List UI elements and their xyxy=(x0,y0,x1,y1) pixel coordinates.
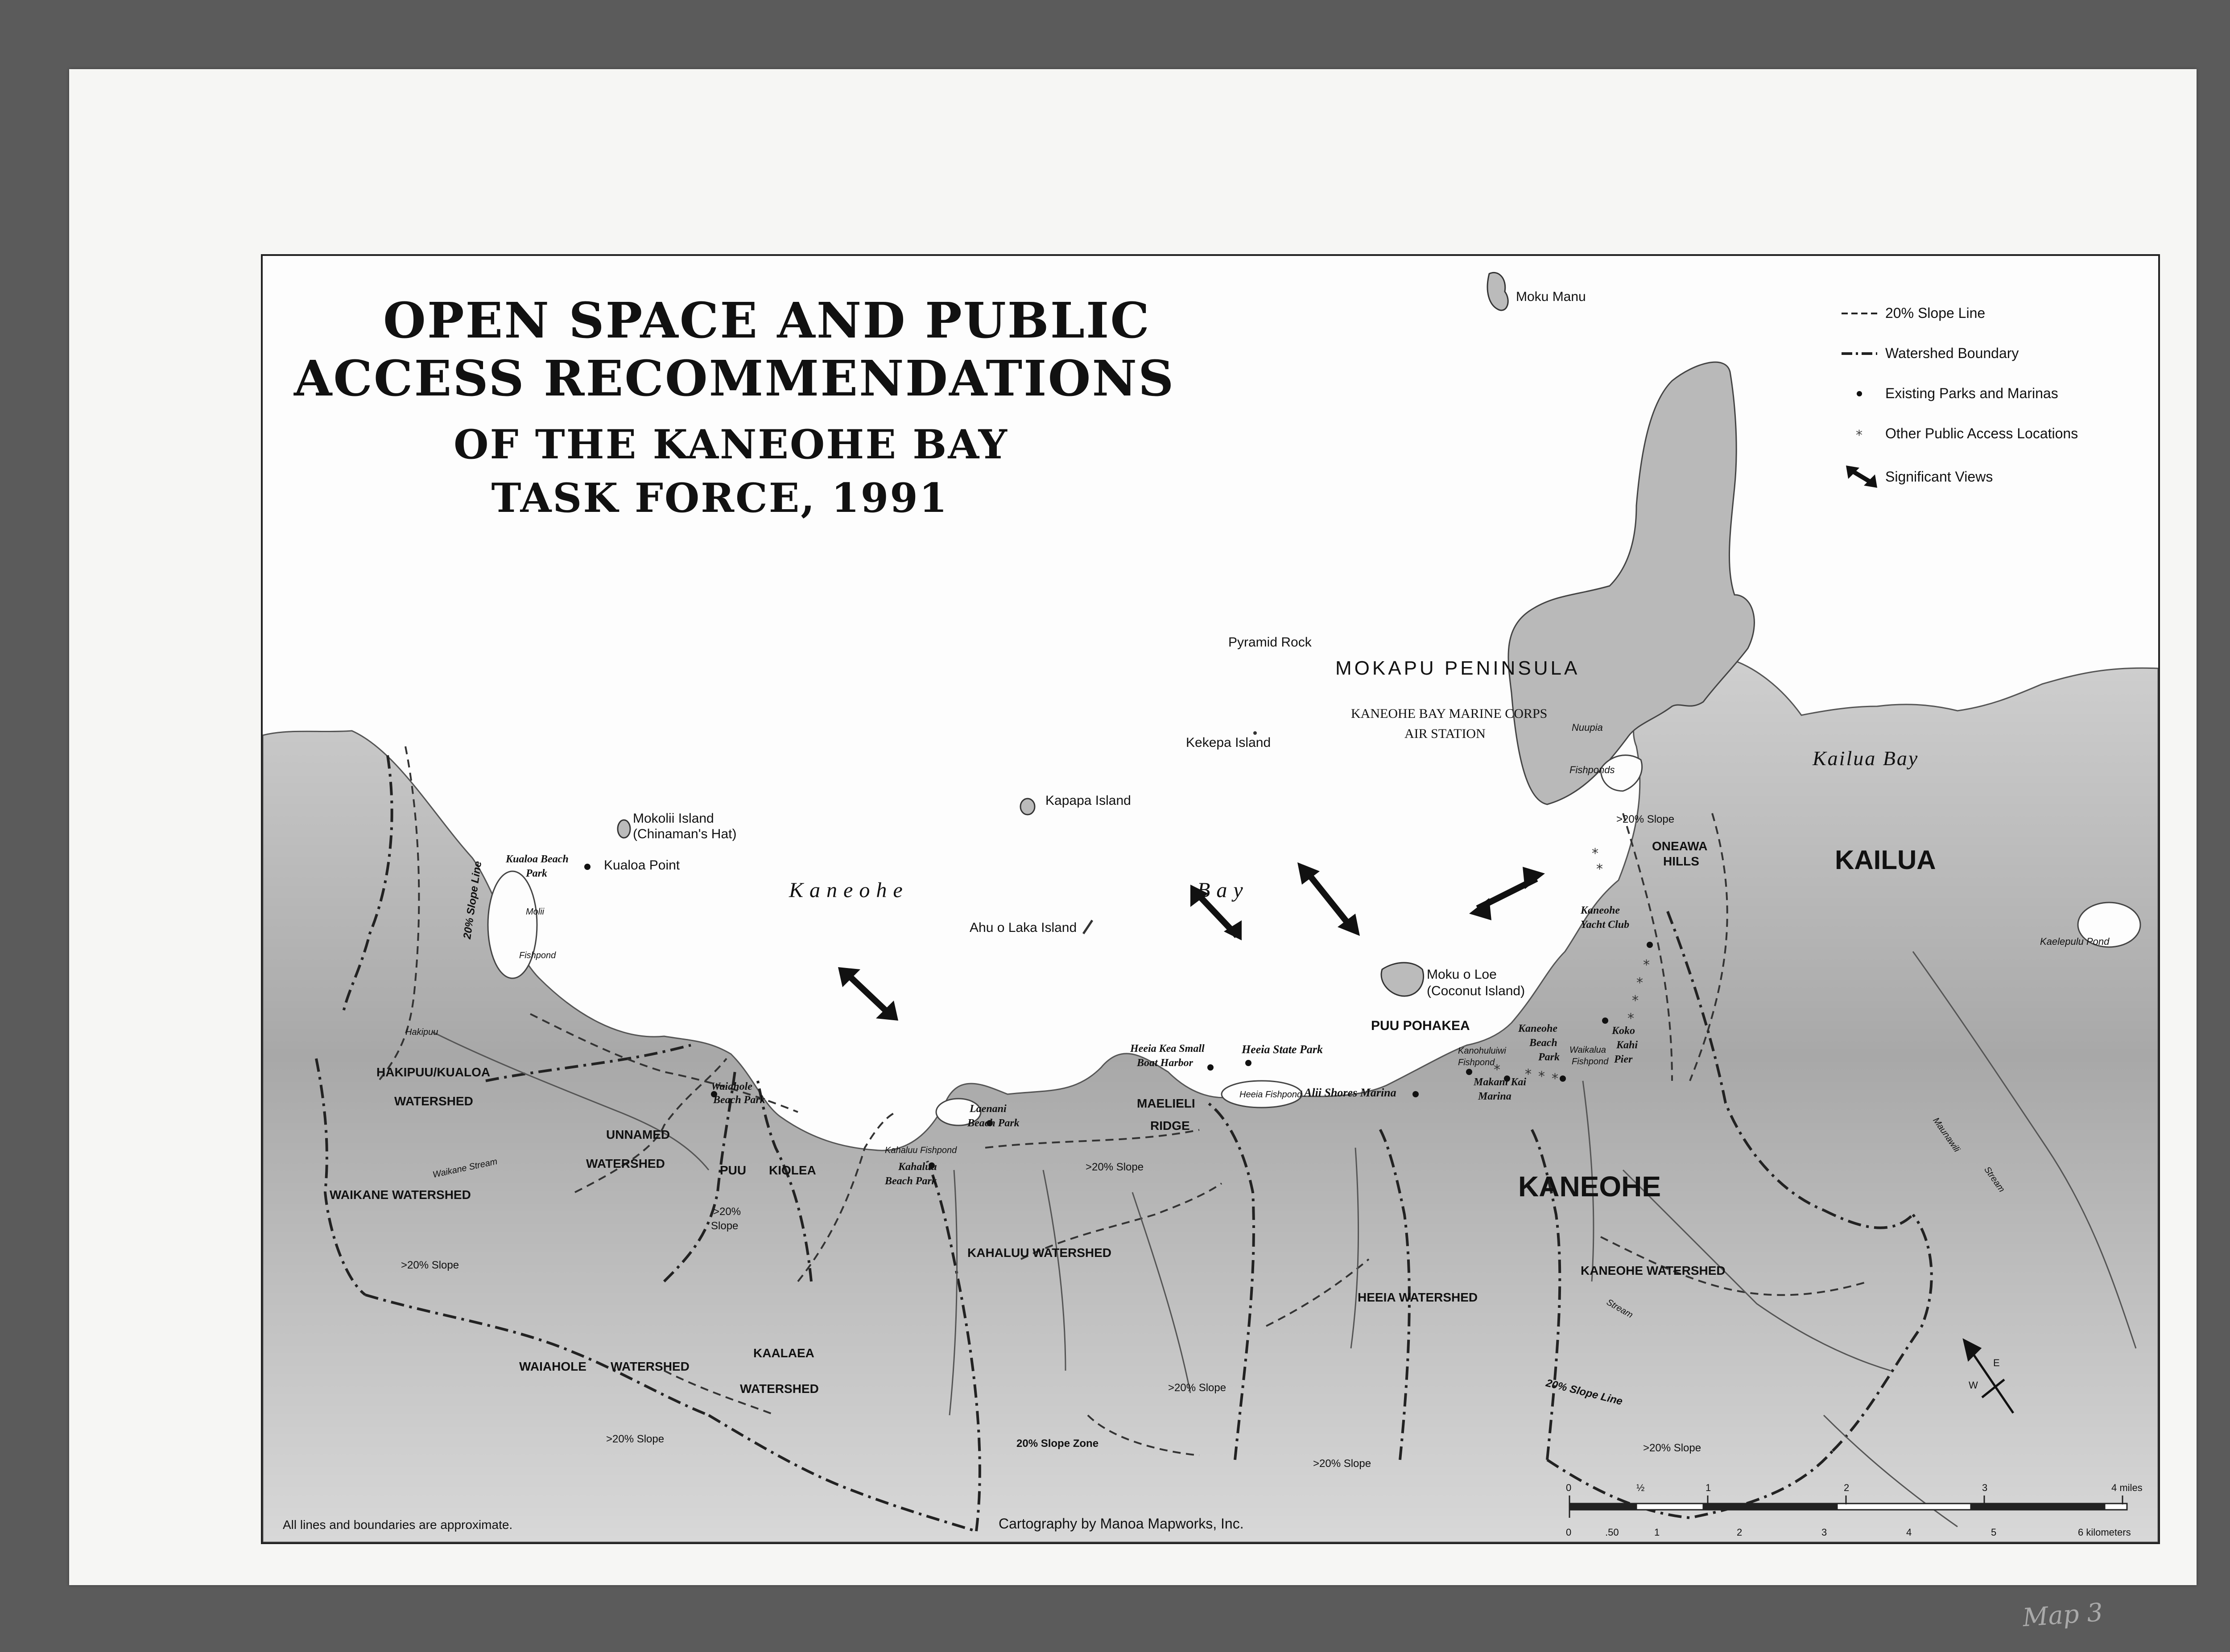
label-waikane: WAIKANE WATERSHED xyxy=(330,1188,471,1202)
scale-km-tick-5: 5 xyxy=(1991,1527,1997,1538)
label-slope-kahaluu-2: >20% Slope xyxy=(1168,1382,1226,1394)
legend-views xyxy=(1842,466,1993,488)
svg-text:*: * xyxy=(1596,861,1603,877)
scale-km-tick-3: 3 xyxy=(1821,1527,1827,1538)
legend-watershed-label: Watershed Boundary xyxy=(1885,345,2019,361)
label-waiahole-park-2: Beach Park xyxy=(713,1094,765,1106)
label-stream-kaneohe: Stream xyxy=(1605,1297,1635,1320)
label-molii: Molii xyxy=(526,907,545,917)
moli-fishpond xyxy=(488,871,537,978)
legend-watershed xyxy=(1842,345,2019,362)
svg-text:*: * xyxy=(1552,1071,1558,1087)
label-stream-maunawili: Maunawili xyxy=(1931,1116,1962,1154)
legend-views-label: Significant Views xyxy=(1885,468,1993,485)
legend-parks xyxy=(1842,385,2058,402)
label-unnamed-2: WATERSHED xyxy=(586,1157,665,1170)
legend-slope-line-label: 20% Slope Line xyxy=(1885,305,1986,321)
label-heeia-ws: HEEIA WATERSHED xyxy=(1358,1290,1478,1304)
label-north-w: W xyxy=(1969,1380,1978,1391)
label-puu-pohakea: PUU POHAKEA xyxy=(1371,1018,1470,1033)
svg-text:*: * xyxy=(1627,1011,1634,1026)
moku-manu-island xyxy=(1487,272,1508,310)
label-slope-heeia: >20% Slope xyxy=(1313,1458,1371,1470)
scale-mi-tick-2: 2 xyxy=(1844,1482,1850,1493)
label-hakipuu-1: HAKIPUU/KUALOA xyxy=(376,1065,491,1079)
label-waikalua-1: Waikalua xyxy=(1569,1045,1606,1055)
label-heeia-kea-2: Boat Harbor xyxy=(1137,1057,1193,1069)
label-slope-waikane: >20% Slope xyxy=(401,1259,459,1271)
park-dot-icon xyxy=(1842,387,1877,400)
label-kahaluu-park-1: Kahaluu xyxy=(898,1161,937,1173)
watershed-boundary-icon xyxy=(1842,347,1877,360)
label-heeia-state-park: Heeia State Park xyxy=(1242,1043,1323,1056)
label-kapapa: Kapapa Island xyxy=(1045,793,1131,808)
label-fishponds: Fishponds xyxy=(1569,764,1615,775)
label-kaneohe-ws: KANEOHE WATERSHED xyxy=(1581,1264,1726,1277)
map-title-line-1: OPEN SPACE AND PUBLIC xyxy=(383,292,1151,349)
legend-slope-line xyxy=(1842,305,1985,321)
label-north-e: E xyxy=(1993,1357,2000,1368)
label-slope-puu-1: >20% xyxy=(713,1206,741,1218)
label-moku-o-loe-1: Moku o Loe xyxy=(1427,967,1497,982)
label-moku-o-loe-2: (Coconut Island) xyxy=(1427,984,1525,998)
label-kualoa-park-1: Kualoa Beach xyxy=(506,853,569,865)
land-mass xyxy=(263,657,2158,1542)
label-waiahole-park-1: Waiahole xyxy=(711,1081,752,1092)
label-kaneohe-beach-3: Park xyxy=(1538,1051,1560,1063)
label-puu-kiolea-2: KIOLEA xyxy=(769,1163,816,1177)
label-slope-kahaluu: >20% Slope xyxy=(1086,1161,1144,1173)
label-kualoa-park-2: Park xyxy=(526,868,547,879)
svg-text:*: * xyxy=(1643,957,1650,973)
label-yacht-2: Yacht Club xyxy=(1581,919,1630,931)
label-waikane-stream: Waikane Stream xyxy=(432,1156,499,1180)
scale-km-tick-0: 0 xyxy=(1566,1527,1572,1538)
label-koko-3: Pier xyxy=(1614,1054,1633,1065)
scale-km-tick-2: 2 xyxy=(1737,1527,1743,1538)
slope-line-icon xyxy=(1842,307,1877,320)
label-slope-zone: 20% Slope Zone xyxy=(1016,1438,1099,1450)
label-hakipuu-2: WATERSHED xyxy=(394,1094,473,1108)
view-arrow-icon xyxy=(1842,466,1877,488)
label-kaalaea-1: KAALAEA xyxy=(753,1346,814,1360)
legend-public-access-label: Other Public Access Locations xyxy=(1885,425,2078,441)
label-heeia-kea-1: Heeia Kea Small xyxy=(1130,1043,1205,1055)
label-hakipuu-stream: Hakipuu xyxy=(405,1027,438,1037)
label-maelieli-1: MAELIELI xyxy=(1137,1096,1195,1110)
label-kahaluu-park-2: Beach Park xyxy=(885,1175,937,1187)
label-ahu-o-laka: Ahu o Laka Island xyxy=(970,920,1077,935)
label-pyramid-rock: Pyramid Rock xyxy=(1228,635,1312,650)
label-kekepa: Kekepa Island xyxy=(1186,735,1271,750)
scale-km-tick-1: 1 xyxy=(1654,1527,1660,1538)
label-kailua: KAILUA xyxy=(1835,845,1936,875)
scale-miles-label: 4 miles xyxy=(2111,1482,2143,1493)
map-title-line-2: ACCESS RECOMMENDATIONS xyxy=(294,350,1175,407)
footnote-cartography: Cartography by Manoa Mapworks, Inc. xyxy=(999,1516,1244,1532)
label-marine-corps-1: KANEOHE BAY MARINE CORPS xyxy=(1351,706,1548,721)
label-kahaluu-ws: KAHALUU WATERSHED xyxy=(967,1246,1112,1260)
label-oneawa-2: HILLS xyxy=(1663,854,1699,868)
svg-text:*: * xyxy=(1636,975,1643,991)
map-title-line-3: OF THE KANEOHE BAY xyxy=(454,421,1008,468)
label-mokapu-peninsula: MOKAPU PENINSULA xyxy=(1335,657,1580,679)
label-laenani-1: Laenani xyxy=(970,1103,1007,1115)
label-slope-oneawa: >20% Slope xyxy=(1616,813,1675,825)
label-laenani-2: Beach Park xyxy=(967,1117,1020,1129)
label-kahaluu-fishpond: Kahaluu Fishpond xyxy=(885,1145,957,1155)
label-unnamed-1: UNNAMED xyxy=(606,1128,670,1141)
label-waikalua-2: Fishpond xyxy=(1572,1057,1609,1067)
map-frame xyxy=(261,254,2160,1544)
label-stream-maunawili-2: Stream xyxy=(1982,1165,2007,1194)
label-heeia-fishpond: Heeia Fishpond xyxy=(1239,1090,1302,1100)
label-alii-shores: Alii Shores Marina xyxy=(1304,1086,1396,1099)
label-makani-2: Marina xyxy=(1478,1091,1511,1102)
scale-mi-tick-3: 3 xyxy=(1982,1482,1988,1493)
svg-text:*: * xyxy=(1592,846,1598,861)
scale-km-label: 6 kilometers xyxy=(2078,1527,2131,1538)
svg-text:*: * xyxy=(1538,1069,1545,1084)
label-slope-waiahole: >20% Slope xyxy=(606,1433,665,1445)
label-kaneohe-bay-1: Kaneohe xyxy=(789,878,909,902)
label-waiahole-ws-2: WATERSHED xyxy=(611,1360,690,1373)
label-nuupia: Nuupia xyxy=(1572,722,1603,733)
svg-text:*: * xyxy=(1856,427,1862,441)
moku-o-loe-island xyxy=(1381,963,1424,996)
label-slope-puu-2: Slope xyxy=(711,1220,739,1232)
label-kaalaea-2: WATERSHED xyxy=(740,1382,819,1396)
label-kualoa-point: Kualoa Point xyxy=(604,858,680,873)
label-mokolii-2: (Chinaman's Hat) xyxy=(633,827,737,841)
legend-parks-label: Existing Parks and Marinas xyxy=(1885,385,2058,401)
svg-text:*: * xyxy=(1632,993,1639,1009)
label-kanohuluiwi-1: Kanohuluiwi xyxy=(1458,1046,1506,1056)
svg-text:*: * xyxy=(1494,1062,1500,1078)
scale-mi-tick-half: ½ xyxy=(1636,1482,1645,1493)
kapapa-island xyxy=(1020,799,1035,815)
svg-text:*: * xyxy=(1525,1067,1532,1082)
ahu-o-laka-island xyxy=(1083,920,1092,934)
label-koko-2: Kahi xyxy=(1616,1039,1638,1051)
label-koko-1: Koko xyxy=(1612,1025,1635,1037)
label-marine-corps-2: AIR STATION xyxy=(1404,726,1486,741)
handwritten-annotation: Map 3 xyxy=(2021,1598,2104,1633)
scale-mi-tick-0: 0 xyxy=(1566,1482,1572,1493)
map-sheet xyxy=(69,69,2197,1633)
label-oneawa-1: ONEAWA xyxy=(1652,839,1708,853)
label-mokolii-1: Mokolii Island xyxy=(633,811,714,826)
kekepa-island xyxy=(1253,731,1257,735)
label-slope-line-vertical: 20% Slope Line xyxy=(461,860,484,940)
scale-km-tick-4: 4 xyxy=(1906,1527,1912,1538)
label-kaneohe-beach-2: Beach xyxy=(1529,1037,1557,1049)
label-puu-kiolea-1: PUU xyxy=(720,1163,747,1177)
label-kaneohe-beach-1: Kaneohe xyxy=(1518,1023,1558,1034)
label-slope-kaneohe: >20% Slope xyxy=(1643,1442,1701,1454)
label-maelieli-2: RIDGE xyxy=(1150,1119,1190,1133)
label-waiahole-ws-1: WAIAHOLE xyxy=(519,1360,586,1373)
label-kaelepulu: Kaelepulu Pond xyxy=(2040,936,2110,947)
mokolii-island xyxy=(618,820,630,838)
label-kaneohe-bay-2: Bay xyxy=(1197,878,1249,902)
label-makani-1: Makani Kai xyxy=(1474,1076,1527,1088)
label-slope-line-2: 20% Slope Line xyxy=(1544,1377,1624,1408)
label-kaneohe: KANEOHE xyxy=(1518,1170,1661,1203)
scale-mi-tick-1: 1 xyxy=(1706,1482,1711,1493)
label-yacht-1: Kaneohe xyxy=(1581,905,1620,916)
legend-public-access xyxy=(1842,425,2078,442)
label-kanohuluiwi-2: Fishpond xyxy=(1458,1058,1495,1067)
map-title-line-4: TASK FORCE, 1991 xyxy=(491,474,949,522)
scale-km-tick-half: .50 xyxy=(1605,1527,1619,1538)
label-molii-fishpond: Fishpond xyxy=(519,951,556,960)
label-moku-manu: Moku Manu xyxy=(1516,289,1586,304)
footnote-approximate: All lines and boundaries are approximate. xyxy=(283,1518,513,1532)
asterisk-icon xyxy=(1842,427,1877,441)
label-kailua-bay: Kailua Bay xyxy=(1813,747,1919,770)
